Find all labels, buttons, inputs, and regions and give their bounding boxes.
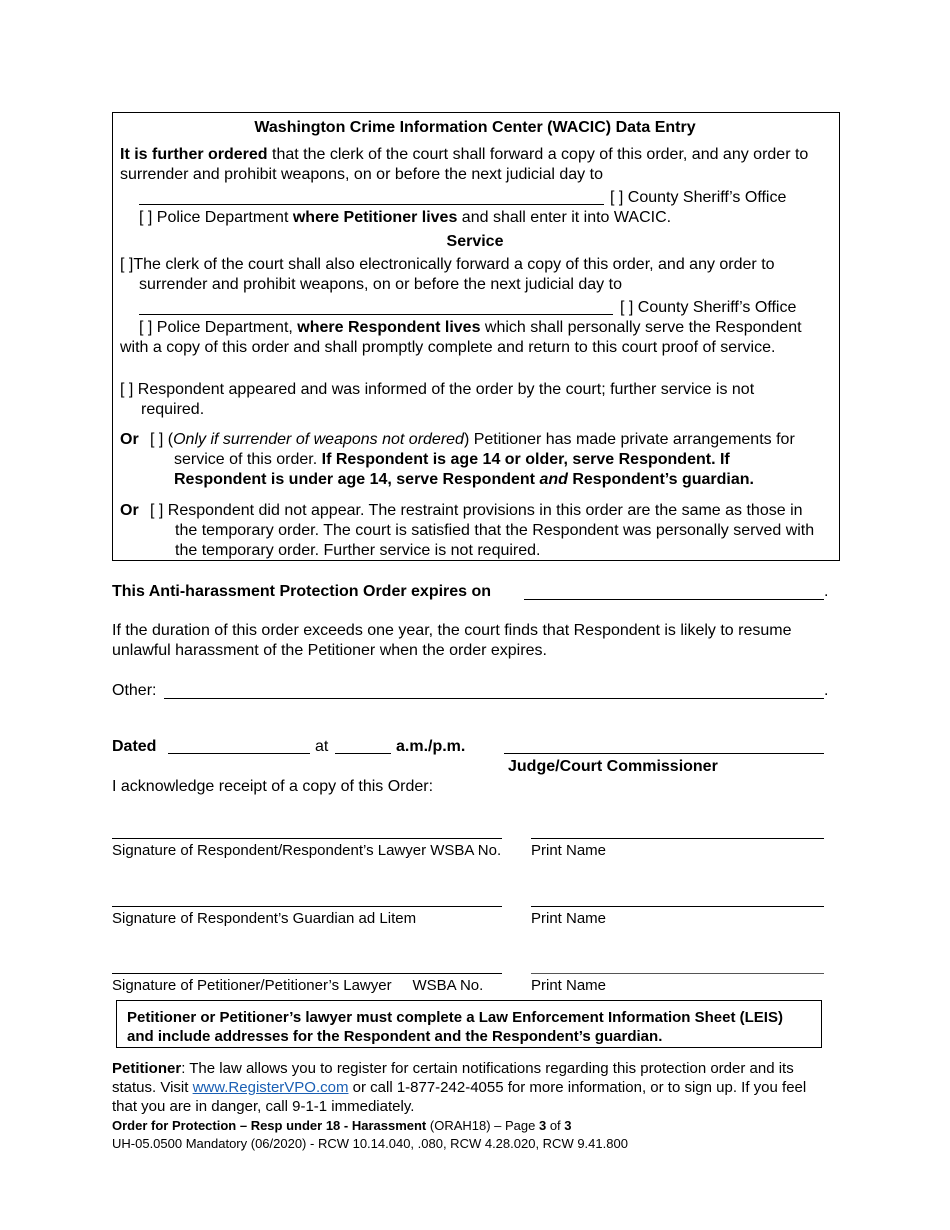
sheriff1-checkbox-label: [ ] County Sheriff’s Office	[610, 189, 787, 206]
footer-of: of	[546, 1118, 565, 1133]
footer-form-info: UH-05.0500 Mandatory (06/2020) - RCW 10.14.040, .080, RCW 4.28.020, RCW 9.41.800	[112, 1136, 628, 1151]
sig1-right-line	[531, 838, 824, 839]
judge-label: Judge/Court Commissioner	[508, 758, 718, 775]
expires-period: .	[824, 583, 829, 600]
pd1-bold: where Petitioner lives	[292, 209, 458, 226]
sheriff2-checkbox-label: [ ] County Sheriff’s Office	[620, 299, 797, 316]
or-label-1: Or	[120, 431, 139, 448]
expires-date-line	[524, 599, 824, 600]
footer-title	[112, 1117, 572, 1134]
service-item-1: [ ]The clerk of the court shall also electronically forward a copy of this order, and any order to surrender and prohibit weapons, on or before the next judicial day to	[120, 256, 775, 293]
petitioner-note-bold: Petitioner	[112, 1060, 182, 1077]
item3-italic: Only if surrender of weapons not ordered	[173, 431, 464, 448]
service-heading: Service	[446, 233, 504, 250]
wacic-ordered-text: that the clerk of the court shall forward a copy of this order, and any order to surrender and prohibit weapons, on or before the next judicial day to	[120, 146, 809, 183]
leis-notice-box	[116, 1000, 822, 1048]
judge-signature-line	[504, 753, 824, 754]
pd2-bold: where Respondent lives	[297, 319, 481, 336]
other-period: .	[824, 682, 829, 699]
service-item-2: [ ] Respondent appeared and was informed of the order by the court; further service is not required.	[120, 381, 755, 418]
sheriff2-blank-line	[139, 314, 613, 315]
expires-label: This Anti-harassment Protection Order expires on	[112, 583, 492, 600]
or-label-2: Or	[120, 502, 139, 519]
sig2-left-line	[112, 906, 502, 907]
footer-page-number: 3	[538, 1118, 547, 1133]
wacic-title: Washington Crime Information Center (WACIC) Data Entry	[254, 119, 696, 136]
pd2-prefix: [ ] Police Department,	[139, 319, 298, 336]
item3-bold-2: Respondent’s guardian.	[567, 471, 754, 488]
sig1-left-line	[112, 838, 502, 839]
petitioner-note	[112, 1059, 832, 1116]
sig1-right-label: Print Name	[531, 842, 607, 859]
duration-paragraph: If the duration of this order exceeds one year, the court finds that Respondent is likely to resume unlawful harassment of the Petitioner when the order expires.	[112, 622, 792, 659]
pd2-paragraph	[120, 318, 820, 358]
leis-notice-text: Petitioner or Petitioner’s lawyer must complete a Law Enforcement Information Sheet (LEIS) and include addresses for the Respondent and the Respondent’s guardian.	[127, 1009, 783, 1045]
footer-title-bold: Order for Protection – Resp under 18 - Harassment	[112, 1118, 427, 1133]
sheriff1-blank-line	[139, 204, 604, 205]
sig3-right-label: Print Name	[531, 977, 607, 994]
footer-title-rest: (ORAH18) – Page	[426, 1118, 539, 1133]
pd1-prefix: [ ] Police Department	[139, 209, 293, 226]
sig2-left-label: Signature of Respondent’s Guardian ad Litem	[112, 910, 417, 927]
petitioner-note-text1: : The law allows you to register for certain notifications regarding this protection order and its status. Visit	[112, 1060, 794, 1096]
service-item-3	[150, 430, 826, 490]
dated-time-line	[335, 753, 391, 754]
pd1-line	[139, 208, 671, 228]
sig2-right-line	[531, 906, 824, 907]
sig2-right-label: Print Name	[531, 910, 607, 927]
sig3-right-line	[531, 973, 824, 974]
pd2-suffix: which shall personally serve the Respondent with a copy of this order and shall promptly complete and return to this court proof of service.	[120, 319, 802, 356]
item3-text: ) Petitioner has made private arrangements for service of this order.	[174, 431, 795, 468]
registervpo-link[interactable]: www.RegisterVPO.com	[192, 1079, 349, 1096]
dated-date-line	[168, 753, 310, 754]
service-item-4: [ ] Respondent did not appear. The restraint provisions in this order are the same as those in the temporary order. The court is satisfied that the Respondent was personally served with the temporary order. Further service is not required.	[150, 502, 815, 559]
wacic-paragraph	[120, 145, 820, 185]
footer-page-total: 3	[564, 1118, 572, 1133]
item3-checkbox: [ ] (	[150, 431, 174, 448]
wacic-ordered-bold: It is further ordered	[120, 146, 268, 163]
sig1-left-label: Signature of Respondent/Respondent’s Lawyer WSBA No.	[112, 842, 502, 859]
petitioner-note-text2: or call 1-877-242-4055 for more information, or to sign up. If you feel that you are in danger, call 9-1-1 immediately.	[112, 1079, 807, 1115]
other-label: Other:	[112, 682, 157, 699]
sig3-left-label: Signature of Petitioner/Petitioner’s Lawyer WSBA No.	[112, 977, 484, 994]
item3-bold-italic: and	[539, 471, 568, 488]
sig3-left-line	[112, 973, 502, 974]
dated-at: at	[315, 738, 329, 755]
acknowledge-text: I acknowledge receipt of a copy of this Order:	[112, 778, 434, 795]
pd1-suffix: and shall enter it into WACIC.	[457, 209, 672, 226]
dated-label: Dated	[112, 738, 157, 755]
dated-ampm: a.m./p.m.	[396, 738, 466, 755]
item3-bold-1: If Respondent is age 14 or older, serve Respondent. If Respondent is under age 14, serve Respondent	[174, 451, 730, 488]
other-line	[164, 698, 824, 699]
